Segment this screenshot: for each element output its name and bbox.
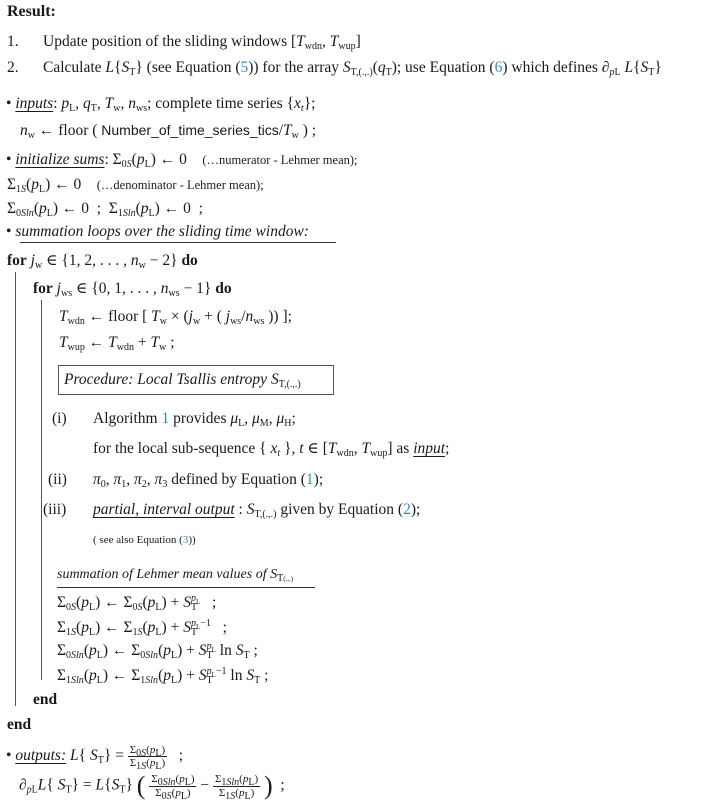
step-ii-text: $\pi_0$, $\pi_1$, $\pi_2$, $\pi_3$ defined by Equation (1);: [93, 471, 324, 490]
partial-output-label: partial, interval output: [93, 501, 235, 518]
step-iii-number: (iii): [43, 501, 67, 518]
sum-1sln: $\Sigma_{1Sln}(p_L)$ ← $\Sigma_{1Sln}(p_L) + S_T^{p_L-1}$ $\ln S_T$ ;: [57, 666, 269, 686]
outputs-label: outputs:: [15, 747, 67, 765]
result-heading: Result:: [7, 3, 56, 20]
sum-0sln: $\Sigma_{0Sln}(p_L)$ ← $\Sigma_{0Sln}(p_L) + S_T^{p_L}$ $\ln S_T$ ;: [57, 641, 258, 661]
lehmer-label: summation of Lehmer mean values of $S_{T(.,.)}$: [57, 567, 294, 584]
inner-for-loop: for $j_{ws}$ ∈ {0, 1, . . . , $n_{ws} - 1$} do: [33, 280, 232, 299]
initialize-line-3: $\Sigma_{0Sln}(p_L)$ ← 0 ; $\Sigma_{1Sln}(p_L)$ ← 0 ;: [7, 200, 203, 219]
initialize-label: initialize sums: [15, 151, 105, 168]
equation-ref-5[interactable]: 5: [240, 59, 249, 76]
sum-1s: $\Sigma_{1S}(p_L)$ ← $\Sigma_{1S}(p_L) + S_T^{p_L-1}$ ;: [57, 618, 227, 638]
twdn-assignment: $T_{wdn}$ ← floor [ $T_w \times (j_w$ + ( $j_{ws}/n_{ws}$ )) ];: [59, 308, 292, 327]
algorithm-ref-1[interactable]: 1: [161, 410, 170, 427]
outer-loop-rule: [15, 272, 16, 706]
loops-label-rule: [20, 242, 336, 243]
result-item-1-text: Update position of the sliding windows [$T_{wdn}$, $T_{wup}$]: [43, 33, 361, 52]
see-also-note: ( see also Equation (3)): [93, 534, 196, 546]
initialize-line-2: $\Sigma_{1S}(p_L)$ ← 0 (…denominator - Lehmer mean);: [7, 176, 264, 195]
step-i-text: Algorithm 1 provides $\mu_L$, $\mu_M$, $\mu_H$;: [93, 410, 296, 429]
equation-ref-6[interactable]: 6: [494, 59, 503, 76]
inputs-line: • inputs: $p_L$, $q_T$, $T_w$, $n_{ws}$; complete time series $\{x_t\}$;: [6, 95, 316, 114]
result-item-2-text: Calculate $L\{S_T\}$ (see Equation (5)) for the array $S_{T,(.,.)}(q_T)$; use Equation (6) which defines $\partial_{pL}$ $L\{S_T\}$: [43, 59, 662, 78]
result-item-2-number: 2.: [7, 59, 19, 76]
end-inner-loop: end: [33, 691, 58, 708]
inner-loop-rule: [41, 300, 42, 680]
inputs-label: inputs: [15, 95, 54, 112]
equation-ref-3[interactable]: 3: [182, 534, 189, 546]
outputs-line-2: $\partial_{pL}L${ $S_T\} = L\{S_T\}$ ( $\frac{\Sigma_{0Sln}(p_L)}{\Sigma_{0S}(p_L)}$ − $\frac{\Sigma_{1Sln}(p_L)}{\Sigma_{1S}(p_L)}$ ) ;: [19, 771, 285, 802]
result-item-1-number: 1.: [7, 33, 19, 50]
loops-label: summation loops over the sliding time window:: [15, 223, 309, 240]
derivative-fraction-1: $\frac{\Sigma_{0Sln}(p_L)}{\Sigma_{0S}(p_L)}$: [151, 773, 195, 802]
step-ii-number: (ii): [48, 471, 67, 488]
step-i-subsequence: for the local sub-sequence { $x_t$ }, t ∈ [$T_{wdn}$, $T_{wup}$] as input;: [93, 440, 450, 459]
equation-ref-1[interactable]: 1: [305, 471, 314, 488]
equation-ref-2[interactable]: 2: [403, 501, 411, 518]
step-i-number: (i): [52, 410, 67, 427]
sum-0s: $\Sigma_{0S}(p_L)$ ← $\Sigma_{0S}(p_L) + S_T^{p_L}$ ;: [57, 593, 217, 613]
step-iii-text: partial, interval output : $S_{T,(.,.)}$ given by Equation (2);: [93, 501, 421, 520]
initialize-line-1: • initialize sums: $\Sigma_{0S}(p_L)$ ← 0 (…numerator - Lehmer mean);: [6, 151, 358, 170]
outputs-line-1: • outputs: L{ $S_T$} = $\frac{\Sigma_{0S}(p_L)}{\Sigma_{1S}(p_L)}$ ;: [6, 744, 184, 773]
end-outer-loop: end: [7, 716, 32, 733]
outer-for-loop: for $j_w$ ∈ {1, 2, . . . , $n_w - 2$} do: [7, 252, 198, 271]
nw-assignment: $n_w$ ← floor ( $Number\_of\_time\_series\_tics/T_w$ ) ;: [20, 122, 317, 141]
lehmer-rule: [57, 587, 315, 588]
lehmer-fraction: $\frac{\Sigma_{0S}(p_L)}{\Sigma_{1S}(p_L)}$: [129, 744, 166, 773]
loops-line: • summation loops over the sliding time window:: [6, 223, 309, 240]
twup-assignment: $T_{wup}$ ← $T_{wdn} + T_w$ ;: [59, 334, 175, 353]
derivative-fraction-2: $\frac{\Sigma_{1Sln}(p_L)}{\Sigma_{1S}(p_L)}$: [214, 773, 259, 802]
procedure-title: Procedure: Local Tsallis entropy $S_{T,(.,.)}$: [64, 371, 301, 390]
